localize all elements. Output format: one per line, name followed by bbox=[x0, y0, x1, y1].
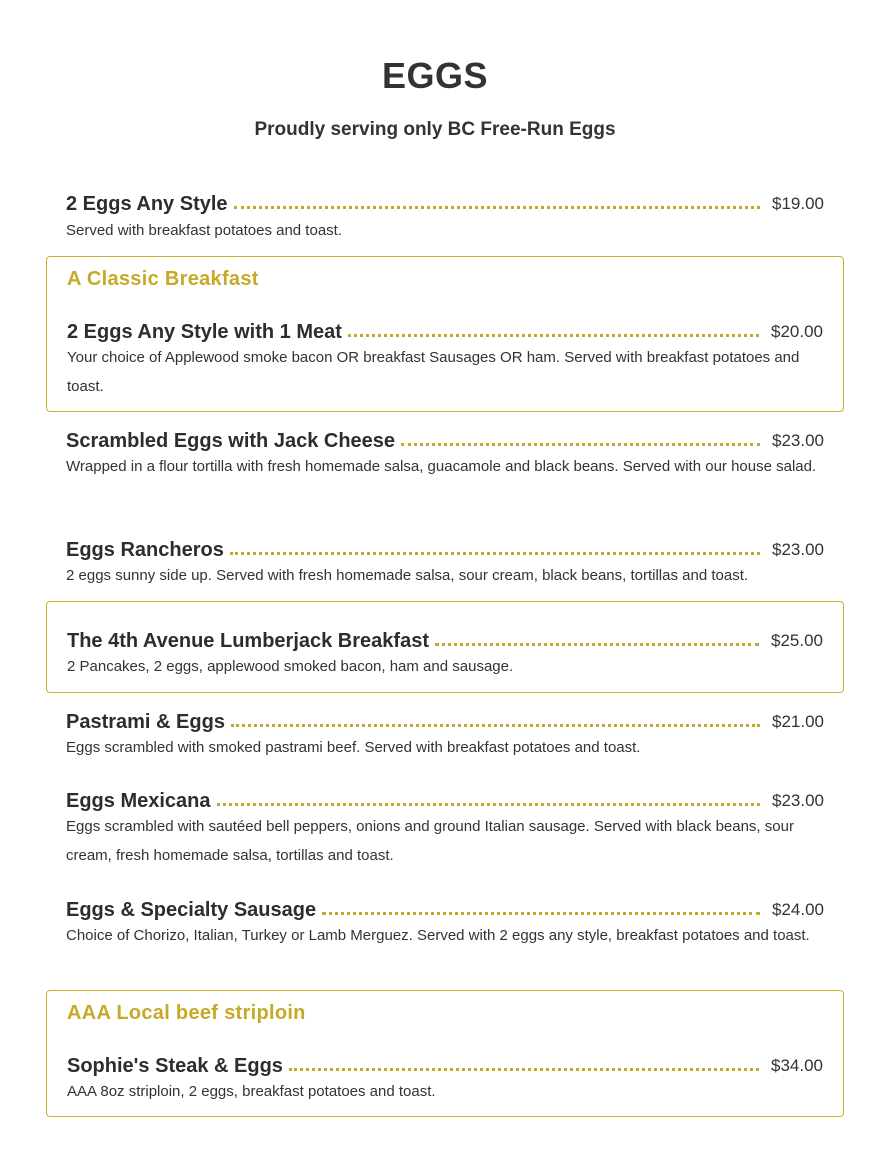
menu-item-price: $23.00 bbox=[772, 791, 824, 810]
menu-item-description: 2 Pancakes, 2 eggs, applewood smoked bacon, ham and sausage. bbox=[67, 658, 514, 675]
menu-item-row bbox=[66, 898, 824, 922]
dot-leader bbox=[217, 803, 760, 806]
menu-item-name: Eggs & Specialty Sausage bbox=[66, 899, 317, 921]
menu-item-price: $24.00 bbox=[772, 900, 824, 919]
dot-leader bbox=[231, 724, 760, 727]
dot-leader bbox=[348, 334, 759, 337]
menu-item-description: Choice of Chorizo, Italian, Turkey or Lamb Merguez. Served with 2 eggs any style, breakfast potatoes and toast. bbox=[66, 927, 810, 944]
menu-item-name: The 4th Avenue Lumberjack Breakfast bbox=[67, 630, 429, 652]
menu-item-name: Sophie's Steak & Eggs bbox=[67, 1055, 283, 1077]
dot-leader bbox=[234, 206, 760, 209]
menu-item-row bbox=[66, 710, 824, 734]
menu-item-name: Eggs Rancheros bbox=[66, 539, 224, 561]
section-title-beef-striploin: AAA Local beef striploin bbox=[67, 1002, 306, 1024]
menu-item-description: Served with breakfast potatoes and toast. bbox=[66, 222, 342, 239]
menu-item-price: $20.00 bbox=[771, 322, 823, 341]
menu-item-price: $23.00 bbox=[772, 431, 824, 450]
menu-item-name: Eggs Mexicana bbox=[66, 790, 211, 812]
menu-item-name: Pastrami & Eggs bbox=[66, 711, 225, 733]
menu-item-name: Scrambled Eggs with Jack Cheese bbox=[66, 430, 396, 452]
menu-item-price: $23.00 bbox=[772, 540, 824, 559]
menu-item-price: $19.00 bbox=[772, 194, 824, 213]
menu-item-price: $21.00 bbox=[772, 712, 824, 731]
menu-item-row bbox=[66, 538, 824, 562]
menu-item-description: AAA 8oz striploin, 2 eggs, breakfast potatoes and toast. bbox=[67, 1083, 436, 1100]
dot-leader bbox=[435, 643, 759, 646]
dot-leader bbox=[401, 443, 760, 446]
section-title-classic-breakfast: A Classic Breakfast bbox=[67, 268, 259, 290]
dot-leader bbox=[289, 1068, 759, 1071]
menu-item-row bbox=[66, 429, 824, 453]
menu-item-description: Wrapped in a flour tortilla with fresh homemade salsa, guacamole and black beans. Served with our house salad. bbox=[66, 458, 817, 475]
dot-leader bbox=[322, 912, 760, 915]
menu-item-price: $25.00 bbox=[771, 631, 823, 650]
menu-item-row bbox=[67, 320, 823, 344]
page-title: EGGS bbox=[381, 55, 489, 96]
menu-item-description: Eggs scrambled with smoked pastrami beef. Served with breakfast potatoes and toast. bbox=[66, 739, 641, 756]
menu-item-row bbox=[67, 1054, 823, 1078]
menu-item-name: 2 Eggs Any Style bbox=[66, 193, 228, 215]
menu-item-row bbox=[66, 192, 824, 216]
menu-item-description: 2 eggs sunny side up. Served with fresh homemade salsa, sour cream, black beans, tortillas and toast. bbox=[66, 567, 749, 584]
menu-item-row bbox=[67, 629, 823, 653]
menu-item-price: $34.00 bbox=[771, 1056, 823, 1075]
menu-item-description: Eggs scrambled with sautéed bell peppers, onions and ground Italian sausage. Served with black beans, sour cream, fresh homemade salsa, tortillas and toast. bbox=[66, 818, 794, 864]
menu-item-name: 2 Eggs Any Style with 1 Meat bbox=[67, 321, 342, 343]
menu-item-description: Your choice of Applewood smoke bacon OR breakfast Sausages OR ham. Served with breakfast potatoes and toast. bbox=[67, 349, 800, 395]
menu-header bbox=[0, 0, 870, 142]
menu-item-row bbox=[66, 789, 824, 813]
page-subtitle: Proudly serving only BC Free-Run Eggs bbox=[254, 119, 616, 140]
dot-leader bbox=[230, 552, 760, 555]
